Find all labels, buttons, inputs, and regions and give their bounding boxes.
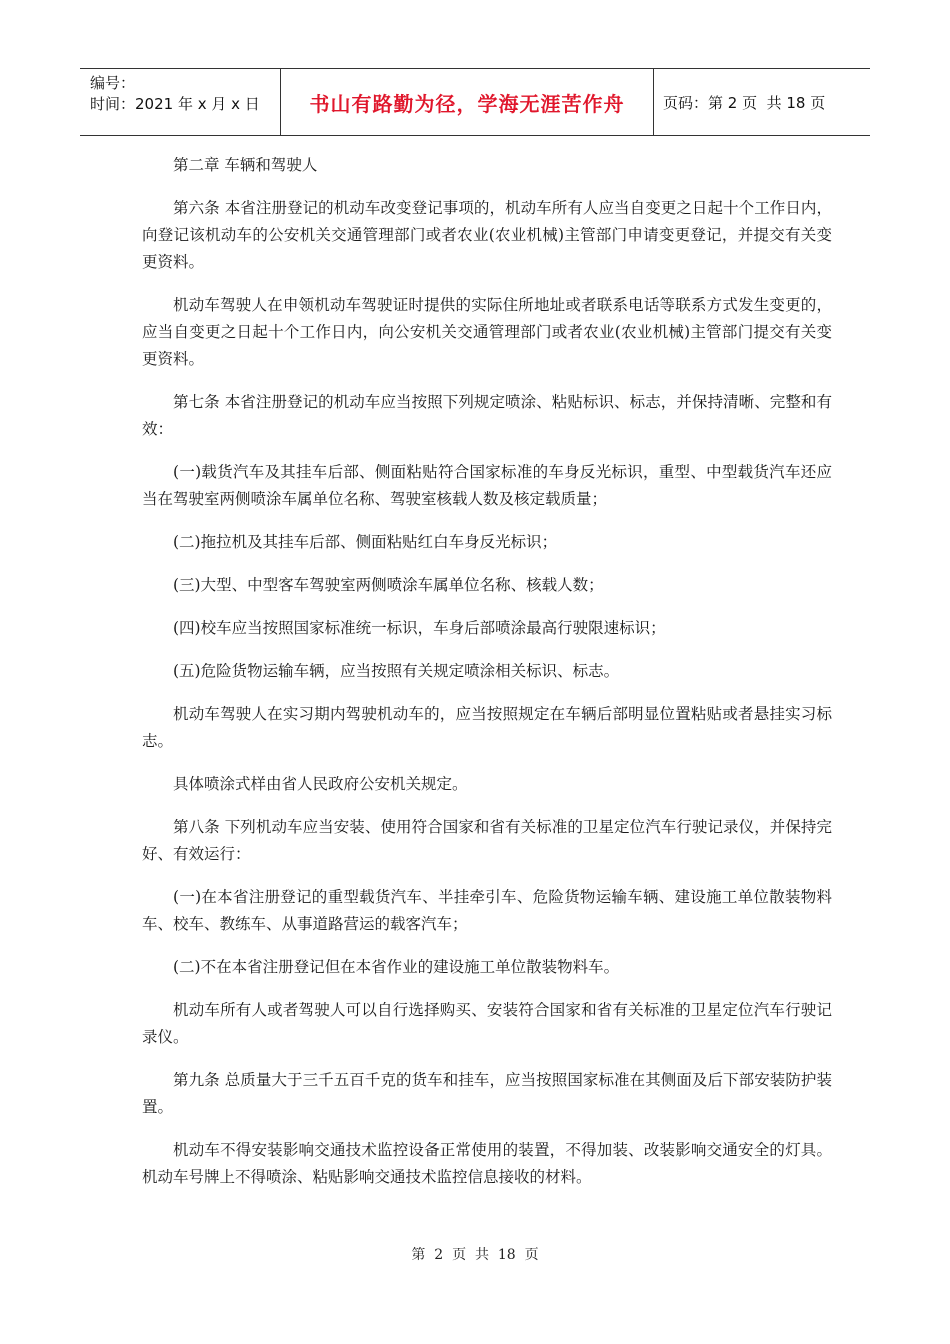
- document-body: [142, 152, 832, 1207]
- list-item: (一)载货汽车及其挂车后部、侧面粘贴符合国家标准的车身反光标识，重型、中型载货汽车还应当在驾驶室两侧喷涂车属单位名称、驾驶室核载人数及核定载质量；: [142, 463, 832, 508]
- page-footer: 第 2 页 共 18 页: [411, 1247, 539, 1263]
- paragraph: 机动车驾驶人在申领机动车驾驶证时提供的实际住所地址或者联系电话等联系方式发生变更的，应当自变更之日起十个工作日内，向公安机关交通管理部门或者农业(农业机械)主管部门提交有关变更资料。: [142, 296, 832, 368]
- list-item: (五)危险货物运输车辆，应当按照有关规定喷涂相关标识、标志。: [173, 662, 620, 680]
- paragraph: 机动车驾驶人在实习期内驾驶机动车的，应当按照规定在车辆后部明显位置粘贴或者悬挂实习标志。: [142, 705, 832, 750]
- chapter-heading: 第二章 车辆和驾驶人: [173, 156, 318, 174]
- list-item: (四)校车应当按照国家标准统一标识，车身后部喷涂最高行驶限速标识；: [173, 619, 666, 637]
- paragraph: 具体喷涂式样由省人民政府公安机关规定。: [173, 775, 468, 793]
- document-number-label: 编号：: [90, 74, 136, 92]
- list-item: (一)在本省注册登记的重型载货汽车、半挂牵引车、危险货物运输车辆、建设施工单位散装物料车、校车、教练车、从事道路营运的载客汽车；: [142, 888, 832, 933]
- header-divider-right: [653, 69, 654, 135]
- list-item: (三)大型、中型客车驾驶室两侧喷涂车属单位名称、核载人数；: [173, 576, 604, 594]
- page-header: [80, 68, 870, 136]
- paragraph: 第七条 本省注册登记的机动车应当按照下列规定喷涂、粘贴标识、标志，并保持清晰、完整和有效：: [142, 393, 832, 438]
- list-item: (二)拖拉机及其挂车后部、侧面粘贴红白车身反光标识；: [173, 533, 558, 551]
- paragraph: 第九条 总质量大于三千五百千克的货车和挂车，应当按照国家标准在其侧面及后下部安装防护装置。: [142, 1071, 832, 1116]
- header-meta: [90, 73, 260, 115]
- paragraph: 机动车所有人或者驾驶人可以自行选择购买、安装符合国家和省有关标准的卫星定位汽车行驶记录仪。: [142, 1001, 832, 1046]
- header-page-info: 页码：第 2 页 共 18 页: [663, 93, 826, 112]
- paragraph: 机动车不得安装影响交通技术监控设备正常使用的装置，不得加装、改装影响交通安全的灯具。机动车号牌上不得喷涂、粘贴影响交通技术监控信息接收的材料。: [142, 1141, 832, 1186]
- paragraph: 第六条 本省注册登记的机动车改变登记事项的，机动车所有人应当自变更之日起十个工作日内，向登记该机动车的公安机关交通管理部门或者农业(农业机械)主管部门申请变更登记，并提交有关变更资料。: [142, 199, 832, 271]
- paragraph: 第八条 下列机动车应当安装、使用符合国家和省有关标准的卫星定位汽车行驶记录仪，并保持完好、有效运行：: [142, 818, 832, 863]
- list-item: (二)不在本省注册登记但在本省作业的建设施工单位散装物料车。: [173, 958, 620, 976]
- header-motto: 书山有路勤为径，学海无涯苦作舟: [309, 91, 625, 116]
- document-date-label: 时间：2021 年 x 月 x 日: [90, 95, 260, 113]
